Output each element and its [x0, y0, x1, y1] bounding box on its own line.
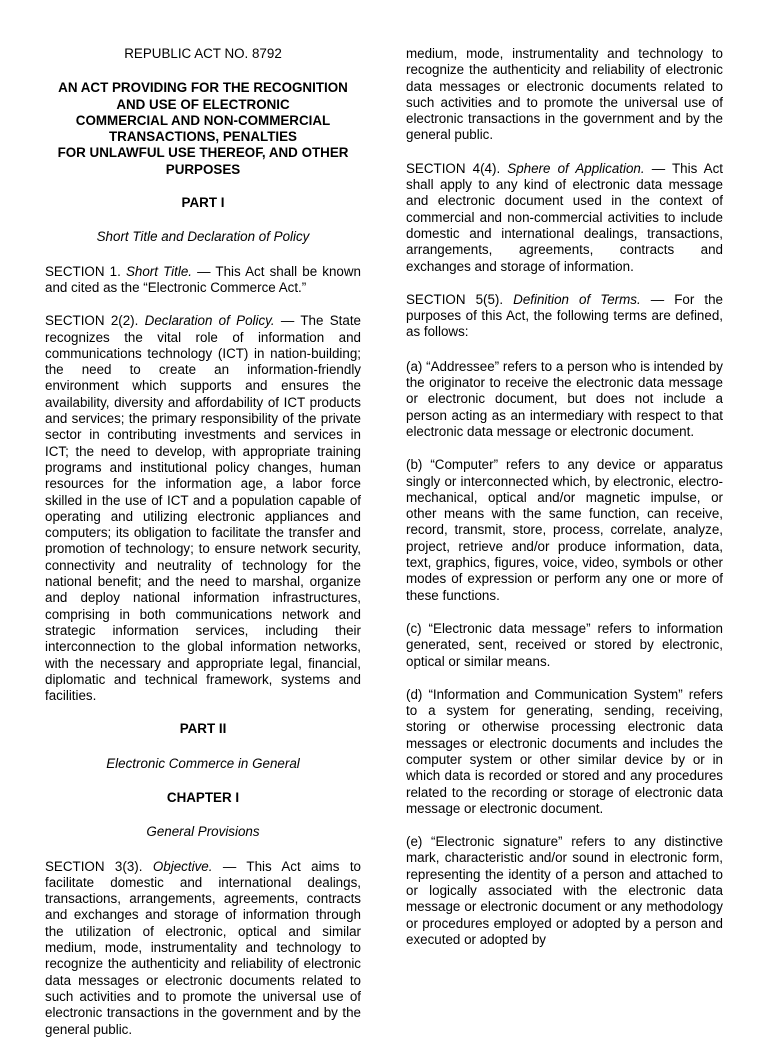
- section-1: [45, 264, 361, 297]
- definition-a: (a) “Addressee” refers to a person who is intended by the originator to receive the electronic data message or electronic document, but does not include a person acting as an intermediary with respect to that electronic data message or electronic document.: [406, 358, 723, 439]
- part-1-subtitle: Short Title and Declaration of Policy: [96, 229, 310, 245]
- right-column: [406, 46, 723, 948]
- section-4-body: — This Act shall apply to any kind of electronic data message and electronic document used in the context of commercial and non-commercial activities to include domestic and international dealings, transactions, arrangements, agreements, contracts and exchanges and storage of information.: [406, 160, 723, 274]
- section-4-label: SECTION 4(4).: [406, 160, 508, 176]
- act-title-line: PURPOSES: [165, 161, 241, 177]
- chapter-1-heading: CHAPTER I: [166, 789, 240, 805]
- definition-b: (b) “Computer” refers to any device or apparatus singly or interconnected which, by electronic, electro-mechanical, optical and/or magnetic impulse, or other means with the same function, can receive, record, transmit, store, process, correlate, analyze, project, retrieve and/or produce information, data, text, graphics, figures, voice, video, symbols or other modes of expression or perform any one or more of these functions.: [406, 457, 723, 603]
- section-1-body: — This Act shall be known and cited as the “Electronic Commerce Act.”: [45, 263, 361, 295]
- part-2-heading: PART II: [179, 721, 227, 737]
- section-1-name: Short Title.: [125, 263, 192, 279]
- section-5-body: — For the purposes of this Act, the following terms are defined, as follows:: [406, 291, 723, 340]
- section-5: [406, 292, 723, 341]
- act-title-line: COMMERCIAL AND NON-COMMERCIAL: [75, 112, 331, 128]
- section-5-label: SECTION 5(5).: [406, 291, 514, 307]
- chapter-1-subtitle: General Provisions: [146, 824, 260, 840]
- definition-e: (e) “Electronic signature” refers to any distinctive mark, characteristic and/or sound in electronic form, representing the identity of a person and attached to or logically associated with the electronic data message or electronic document or any methodology or procedures employed or adopted by a person and executed or adopted by: [406, 834, 723, 947]
- act-title-line: AN ACT PROVIDING FOR THE RECOGNITION: [58, 80, 348, 96]
- left-column: [45, 46, 361, 1037]
- section-1-label: SECTION 1.: [45, 263, 126, 279]
- section-4: [406, 161, 723, 275]
- section-3-label: SECTION 3(3).: [45, 858, 153, 874]
- section-3: [45, 858, 361, 1037]
- part-1-heading: PART I: [181, 195, 225, 211]
- definition-d: (d) “Information and Communication System” refers to a system for generating, sending, receiving, storing or otherwise processing electronic data messages or electronic documents and includes the computer system or other similar device by or in which data is recorded or stored and any procedures related to the recording or storage of electronic data message or electronic document.: [406, 686, 723, 816]
- section-3-continued: medium, mode, instrumentality and technology to recognize the authenticity and reliability of electronic data messages or electronic documents related to such activities and to promote the universal use of electronic transactions in the government and by the general public.: [406, 46, 723, 143]
- definition-c: (c) “Electronic data message” refers to information generated, sent, received or stored by electronic, optical or similar means.: [406, 620, 723, 669]
- act-title-line: TRANSACTIONS, PENALTIES: [109, 129, 297, 145]
- section-2: [45, 313, 361, 704]
- section-2-name: Declaration of Policy.: [144, 313, 275, 329]
- section-2-body: — The State recognizes the vital role of information and communications technology (ICT) in nation-building; the need to create an information-friendly environment which supports and ensures the availability, diversity and affordability of ICT products and services; the primary responsibility of the private sector in contributing investments and services in ICT; the need to develop, with appropriate training programs and institutional policy changes, human resources for the information age, a labor force skilled in the use of ICT and a population capable of operating and utilizing electronic appliances and computers; its obligation to facilitate the transfer and promotion of technology; to ensure network security, connectivity and neutrality of technology for the national benefit; and the need to marshal, organize and deploy national information infrastructures, comprising in both communications network and strategic information services, including their interconnection to the global information networks, with the necessary and appropriate legal, financial, diplomatic and technical framework, systems and facilities.: [45, 313, 361, 704]
- act-title-line: AND USE OF ELECTRONIC: [116, 96, 290, 112]
- act-title: [45, 80, 361, 178]
- section-4-name: Sphere of Application.: [507, 160, 645, 176]
- act-title-line: FOR UNLAWFUL USE THEREOF, AND OTHER: [57, 145, 349, 161]
- act-number: REPUBLIC ACT NO. 8792: [124, 46, 282, 61]
- section-3-body: — This Act aims to facilitate domestic and international dealings, transactions, arrangements, agreements, contracts and exchanges and storage of information through the utilization of electronic, optical and similar medium, mode, instrumentality and technology to recognize the authenticity and reliability of electronic data messages or electronic documents related to such activities and to promote the universal use of electronic transactions in the government and by the general public.: [45, 858, 361, 1037]
- section-3-name: Objective.: [152, 858, 213, 874]
- part-2-subtitle: Electronic Commerce in General: [106, 755, 300, 771]
- section-5-name: Definition of Terms.: [513, 291, 641, 307]
- section-2-label: SECTION 2(2).: [45, 313, 145, 329]
